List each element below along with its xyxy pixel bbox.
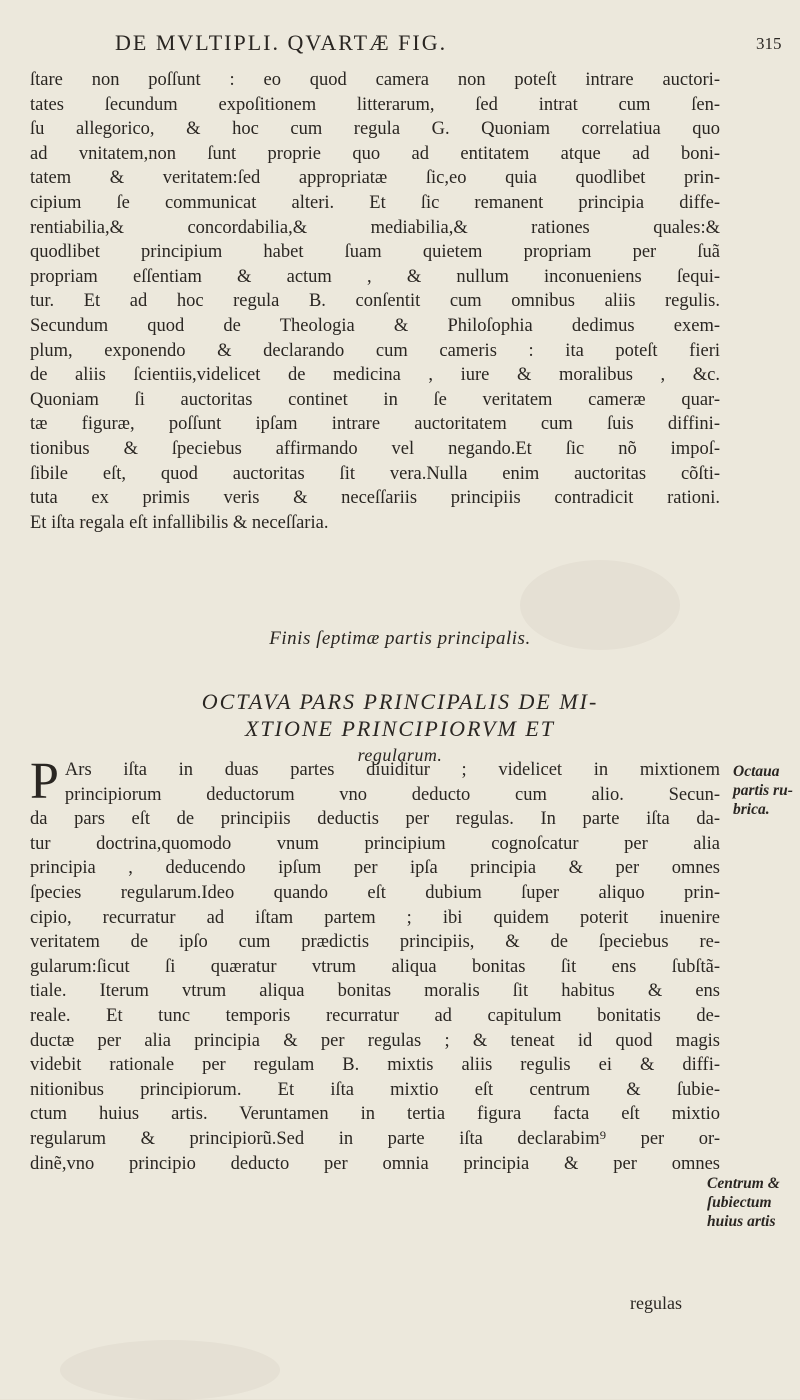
- text-line: nitionibus principiorum. Et iſta mixtio eſt centrum & ſubie-: [30, 1079, 720, 1100]
- text-line: da pars eſt de principiis deductis per regulas. In parte iſta da-: [30, 809, 720, 830]
- text-line: tates ſecundum expoſitionem litterarum, ſed intrat cum ſen-: [30, 94, 720, 115]
- text-line: propriam eſſentiam & actum , & nullum inconueniens ſequi-: [30, 266, 720, 287]
- text-line: veritatem de ipſo cum prædictis principiis, & de ſpeciebus re-: [30, 932, 720, 953]
- drop-cap: P: [30, 753, 59, 810]
- part-end-note: Finis ſeptimæ partis principalis.: [269, 628, 531, 649]
- text-line: reale. Et tunc temporis recurratur ad capitulum bonitatis de-: [30, 1005, 720, 1026]
- text-line: cipio, recurratur ad iſtam partem ; ibi quidem poterit inuenire: [30, 907, 720, 928]
- section-title-line: regularum.: [357, 745, 443, 765]
- margin-note-line: Octaua: [733, 763, 780, 780]
- final-word: regulas: [630, 1293, 682, 1313]
- page-number: 315: [756, 34, 782, 53]
- text-line: cipium ſe communicat alteri. Et ſic remanent principia diffe-: [30, 192, 720, 213]
- margin-note-octava: [733, 762, 800, 819]
- text-line: tuta ex primis veris & neceſſariis principiis contradicit rationi.: [30, 488, 720, 509]
- text-line: tur. Et ad hoc regula B. conſentit cum omnibus aliis regulis.: [30, 291, 720, 312]
- margin-note-line: huius artis: [707, 1213, 776, 1230]
- section-title-line: OCTAVA PARS PRINCIPALIS DE MI-: [201, 689, 599, 714]
- text-line: quodlibet principium habet ſuam quietem propriam per ſuã: [30, 242, 720, 263]
- section-title-line: XTIONE PRINCIPIORVM ET: [244, 716, 555, 741]
- text-line: Secundum quod de Theologia & Philoſophia dedimus exem-: [30, 315, 720, 336]
- text-line: gularum:ſicut ſi quæratur vtrum aliqua bonitas ſit ens ſubſtã-: [30, 956, 720, 977]
- text-line: ſibile eſt, quod auctoritas ſit vera.Nulla enim auctoritas cõſti-: [30, 463, 720, 484]
- text-line: ſpecies regularum.Ideo quando eſt dubium ſuper aliquo prin-: [30, 882, 720, 903]
- running-head: DE MVLTIPLI. QVARTÆ FIG.: [115, 30, 448, 55]
- text-line: principia , deducendo ipſum per ipſa principia & per omnes: [30, 858, 720, 879]
- margin-note-line: brica.: [733, 801, 770, 818]
- text-line: tur doctrina,quomodo vnum principium cognoſcatur per alia: [30, 833, 720, 854]
- text-line: rentiabilia,& concordabilia,& mediabilia,& rationes quales:&: [30, 217, 720, 238]
- text-line: tatem & veritatem:ſed appropriatæ ſic,eo quia quodlibet prin-: [30, 168, 720, 189]
- section-body: [30, 753, 720, 1176]
- paper-stain: [60, 1340, 280, 1400]
- margin-note-centrum: [707, 1174, 800, 1231]
- text-line: ſtare non poſſunt : eo quod camera non poteſt intrare auctori-: [30, 70, 720, 90]
- text-line: ctum huius artis. Veruntamen in tertia figura facta eſt mixtio: [30, 1104, 720, 1125]
- text-line: ad vnitatem,non ſunt proprie quo ad entitatem atque ad boni-: [30, 143, 720, 164]
- text-line: plum, exponendo & declarando cum cameris : ita poteſt fieri: [30, 340, 720, 361]
- section-title: [60, 688, 740, 769]
- body-text: [30, 68, 720, 535]
- text-line: tionibus & ſpeciebus affirmando vel negando.Et ſic nõ impoſ-: [30, 438, 720, 459]
- text-line: Quoniam ſi auctoritas continet in ſe veritatem cameræ quar-: [30, 389, 720, 410]
- text-line: Ars iſta in duas partes diuiditur ; videlicet in mixtionem: [64, 760, 720, 780]
- text-line: principiorum deductorum vno deducto cum alio. Secun-: [64, 784, 720, 805]
- margin-note-line: partis ru-: [733, 782, 793, 799]
- text-line: Et iſta regala eſt infallibilis & neceſſaria.: [30, 512, 329, 533]
- text-line: ductæ per alia principia & per regulas ; & teneat id quod magis: [30, 1030, 720, 1051]
- margin-note-line: Centrum &: [707, 1175, 780, 1192]
- margin-note-line: ſubiectum: [707, 1194, 772, 1211]
- text-line: tiale. Iterum vtrum aliqua bonitas moralis ſit habitus & ens: [30, 981, 720, 1002]
- text-line: dinẽ,vno principio deducto per omnia principia & per omnes: [30, 1153, 720, 1174]
- text-line: videbit rationale per regulam B. mixtis aliis regulis ei & diffi-: [30, 1055, 720, 1076]
- page-header: [0, 22, 800, 62]
- text-line: de aliis ſcientiis,videlicet de medicina , iure & moralibus , &c.: [30, 365, 720, 386]
- text-line: ſu allegorico, & hoc cum regula G. Quoniam correlatiua quo: [30, 119, 720, 140]
- text-line: tæ figuræ, poſſunt ipſam intrare auctoritatem cum ſuis diffini-: [30, 414, 720, 435]
- text-line: regularum & principiorũ.Sed in parte iſta declarabim⁹ per or-: [30, 1128, 720, 1149]
